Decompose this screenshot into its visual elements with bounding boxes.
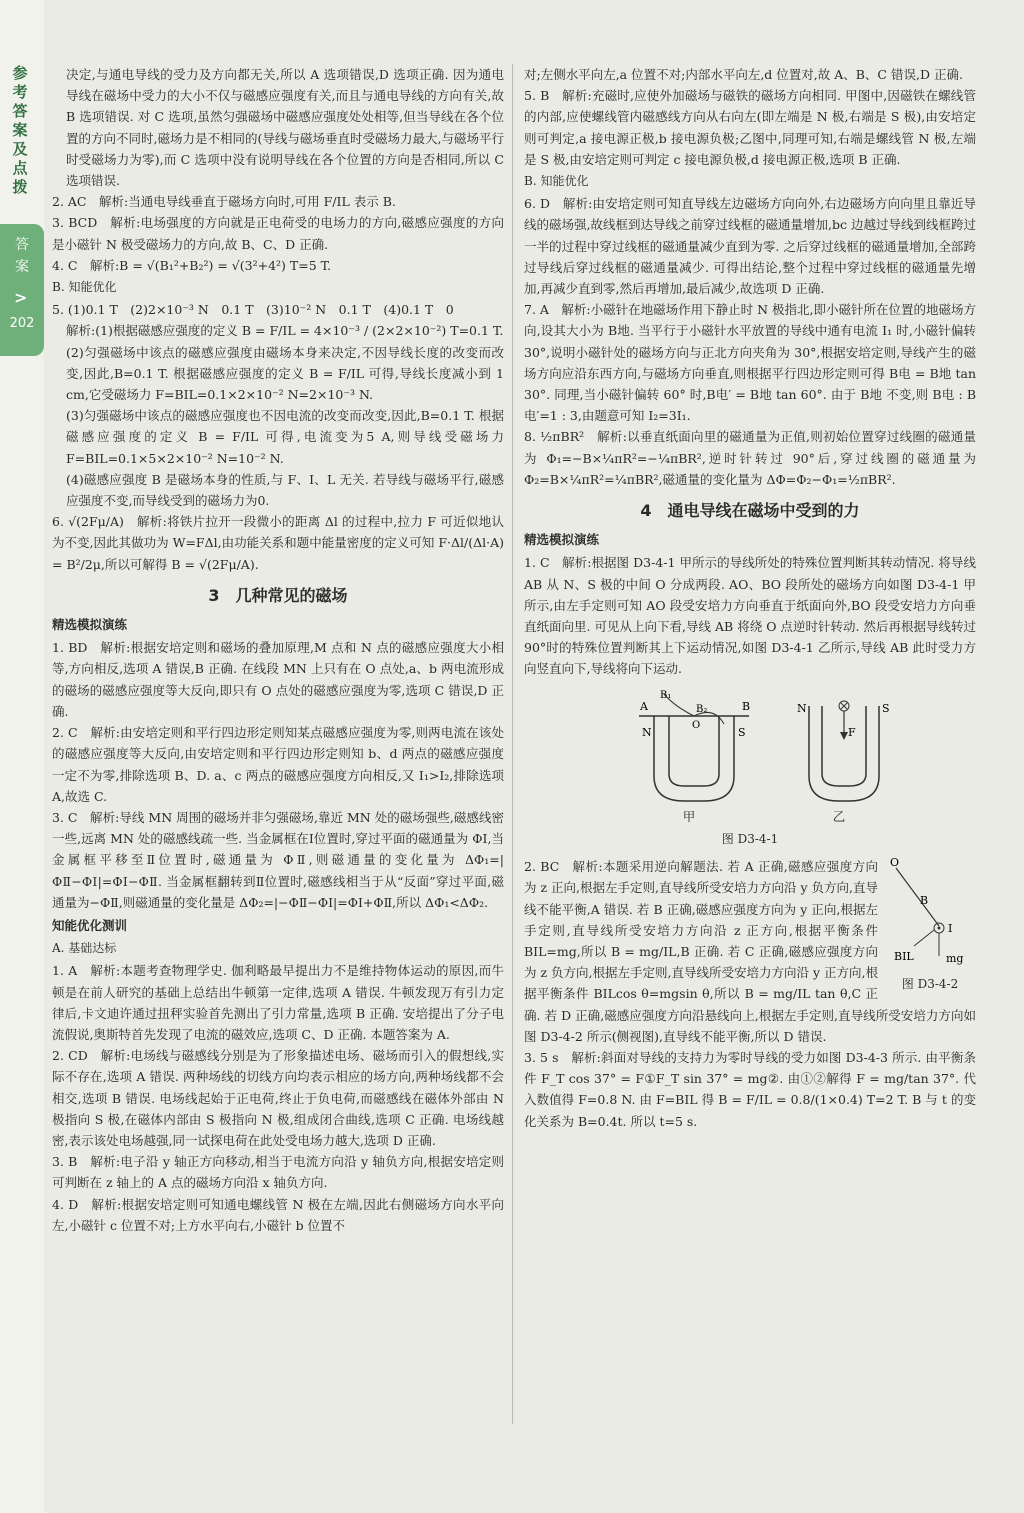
label-mg: mg [946, 952, 964, 966]
subsection-heading: 精选模拟演练 [52, 617, 128, 633]
answer-item: (2)匀强磁场中该点的磁感应强度由磁场本身来决定,不因导线长度的改变而改变,因此,B=0.1 T. 根据磁感应强度的定义 B = F/IL 可得,导线长度减小到 1 cm,它受磁场力 F=BIL=0.1×2×10⁻² N=2×10⁻³ N. [66, 344, 504, 403]
label-b2: B₂ [696, 703, 708, 715]
subsection-heading: 精选模拟演练 [524, 532, 600, 548]
answer-item: 6. √(2Fμ/A) 解析:将铁片拉开一段微小的距离 Δl 的过程中,拉力 F 可近似地认为不变,因此其做功为 W=FΔl,由功能关系和题中能量密度的定义可知 F·Δl/(Δl·A) = B²/2μ,所以可解得 B = √(2Fμ/A). [52, 514, 504, 572]
label-s: S [882, 701, 890, 715]
answer-item: 6. D 解析:由安培定则可知直导线左边磁场方向向外,右边磁场方向向里且靠近导线的磁场强,故线框到达导线之前穿过线框的磁通量增加,bc 边越过导线到线框跨过一半的过程中穿过线框的磁通量减少直到为零. 之后穿过线框的磁通量增加,全部跨过导线后穿过线框的磁通量减少. 可得出结论,整个过程中穿过线框的磁通量先增加,再减少直到零,然后再增加,最后减少,故选项 D 正确. [524, 196, 976, 297]
label-b: B [920, 894, 929, 908]
horseshoe-magnet-figure-yi [794, 686, 894, 806]
caption-jia: 甲 [682, 808, 696, 824]
label-o: O [692, 719, 701, 731]
label-bil: BIL [894, 950, 914, 964]
label-o: O [890, 856, 900, 870]
section-heading: 3 几种常见的磁场 [208, 585, 348, 605]
sidebar [0, 0, 44, 1513]
paragraph: 对;左侧水平向左,a 位置不对;内部水平向左,d 位置对,故 A、B、C 错误,D 正确. [524, 67, 963, 82]
answer-item: 3. BCD 解析:电场强度的方向就是正电荷受的电场力的方向,磁感应强度的方向是小磁针 N 极受磁场力的方向,故 B、C、D 正确. [52, 215, 504, 252]
section-heading: 4 通电导线在磁场中受到的力 [640, 501, 860, 521]
answer-tab[interactable] [0, 224, 44, 356]
answer-item: 5. (1)0.1 T (2)2×10⁻³ N 0.1 T (3)10⁻² N 0.1 T (4)0.1 T 0 [52, 302, 454, 318]
figure-caption: 图 D3-4-2 [901, 977, 959, 992]
left-column [52, 64, 504, 1236]
figure-caption: 图 D3-4-1 [721, 831, 779, 846]
label-b: B [742, 699, 751, 713]
answer-item: 1. A 解析:本题考查物理学史. 伽利略最早提出力不是维持物体运动的原因,而牛顿是在前人研究的基础上总结出牛顿第一定律,选项 A 错误. 牛顿发现万有引力定律后,卡文迪许通过扭秤实验首先测出了引力常量,选项 B 正确. 安培提出了分子电流假说,奥斯特首先发现了电流的磁效应,选项 C、D 正确. 本题答案为 A. [52, 963, 504, 1042]
answer-item: 3. 5 s 解析:斜面对导线的支持力为零时导线的受力如图 D3-4-3 所示. 由平衡条件 F_T cos 37° = F①F_T sin 37° = mg②. 由①②解得 F = mg/tan 37°. 代入数值得 F=0.8 N. 由 F=BIL 得 B = F/IL = 0.8/(1×0.4) T=2 T. B 与 t 的变化关系为 B=0.4t. 所以 t=5 s. [524, 1049, 976, 1129]
paragraph: 决定,与通电导线的受力及方向都无关,所以 A 选项错误,D 选项正确. 因为通电导线在磁场中受力的大小不仅与磁感应强度有关,而且与通电导线的方向有关,故 B 选项错误. 对 C 选项,虽然匀强磁场中磁感应强度处处相等,但当导线在各个位置的方向不同时,磁场力是不相同的(导线与磁场垂直时受磁场力最大,与磁场平行时受磁场力为零),而 C 选项中没有说明导线在各个位置的方向是否相同,所以 C 选项错误. [66, 67, 504, 189]
figure-d3-4-2 [884, 856, 976, 1001]
right-column [524, 64, 976, 1132]
answer-item: 7. A 解析:小磁针在地磁场作用下静止时 N 极指北,即小磁针所在位置的地磁场方向,设其大小为 B地. 当平行于小磁针水平放置的导线中通有电流 I₁ 时,小磁针偏转 30°,说明小磁针处的磁场方向与正北方向夹角为 30°,根据安培定则,导线产生的磁场方向应沿东西方向,与磁场方向垂直,则根据平行四边形定则可得 B电 = B地 tan 30°. 同理,当小磁针偏转 60° 时,B电′ = B地 tan 60°. 由于 B地 不变,则 B电 : B电′=1 : 3,由题意可知 I₂=3I₁. [524, 302, 976, 424]
answer-item: 2. CD 解析:电场线与磁感线分别是为了形象描述电场、磁场而引入的假想线,实际不存在,选项 A 错误. 两种场线的切线方向均表示相应的场方向,两种场线都不会相交,选项 B 错误. 电场线起始于正电荷,终止于负电荷,而磁感线在磁体外部由 N 极指向 S 极,在磁体内部由 S 极指向 N 极,组成闭合曲线,选项 C 正确. 电场线越密,表示该处电场越强,同一试探电荷在此处受电场力越大,选项 D 正确. [52, 1048, 504, 1148]
answer-item: 8. ½πBR² 解析:以垂直纸面向里的磁通量为正值,则初始位置穿过线圈的磁通量为 Φ₁=−B×¼πR²=−¼πBR²,逆时针转过 90°后,穿过线圈的磁通量为 Φ₂=B×¼πR²=¼πBR²,磁通量的变化量为 ΔΦ=Φ₂−Φ₁=½πBR². [524, 429, 976, 487]
chevron-right-icon: > [14, 288, 28, 307]
horseshoe-magnet-figure-jia [634, 686, 754, 806]
answer-item: 2. C 解析:由安培定则和平行四边形定则知某点磁感应强度为零,则两电流在该处的磁感应强度等大反向,由安培定则和平行四边形定则知 b、d 两点的磁感应强度一定不为零,排除选项 B、D. a、c 两点的磁感应强度方向相反,又 I₁>I₂,排除选项 A,故选 C. [52, 725, 504, 804]
sidebar-title: 参考答案及点拨 [12, 64, 28, 196]
answer-item: 1. C 解析:根据图 D3-4-1 甲所示的导线所处的特殊位置判断其转动情况. 将导线 AB 从 N、S 极的中间 O 分成两段. AO、BO 段所处的磁场方向如图 D3-4-1 甲所示,由左手定则可知 AO 段受安培力方向垂直于纸面向外,BO 段受安培力方向垂直纸面向里. 可见从上向下看,导线 AB 将绕 O 点逆时针转动. 然后再根据导线转过 90°时的特殊位置判断其上下运动情况,如图 D3-4-1 乙所示,导线 AB 此时受力方向竖直向下,导线将向下运动. [524, 555, 976, 677]
section-label: A. 基础达标 [52, 941, 117, 956]
section-label: B. 知能优化 [524, 174, 589, 189]
answer-item: 1. BD 解析:根据安培定则和磁场的叠加原理,M 点和 N 点的磁感应强度大小相等,方向相反,选项 A 错误,B 正确. 在线段 MN 上只有在 O 点处,a、b 两电流形成的磁场的磁感应强度等大反向,即只有 O 点处的磁感应强度为零,选项 C 错误,D 正确. [52, 640, 504, 719]
label-i: I [948, 922, 953, 936]
answer-item: 2. BC 解析:本题采用逆向解题法. 若 A 正确,磁感应强度方向为 z 正向,根据左手定则,直导线所受安培力方向沿 y 负方向,直导线不能平衡,A 错误. 若 B 正确,磁感应强度方向为 y 正向,根据左手定则,直导线所受安培力方向沿 z 正方向,根据平衡条件 BIL=mg,所以 B = mg/IL,B 正确. 若 C 正确,磁感应强度方向为 z 负方向,根据左手定则,直导线所受安培力方向沿 y 正方向,根据平衡条件 BILcos θ=mgsin θ,所以 B = mg/IL tan θ,C 正确. 若 D 正确,磁感应强度方向沿悬线向上,根据左手定则,直导线所受安培力方向如图 D3-4-2 所示(侧视图),直导线不能平衡,所以 D 错误. [524, 859, 976, 1044]
section-label: B. 知能优化 [52, 280, 117, 295]
label-n: N [797, 701, 807, 715]
answer-item: 4. D 解析:根据安培定则可知通电螺线管 N 极在左端,因此右侧磁场方向水平向左,小磁针 c 位置不对;上方水平向右,小磁针 b 位置不 [52, 1196, 504, 1233]
wire-force-diagram [884, 856, 976, 966]
figure-d3-4-1 [614, 686, 914, 806]
answer-item: 4. C 解析:B = √(B₁²+B₂²) = √(3²+4²) T=5 T. [52, 257, 332, 273]
page-number: 202 [9, 316, 35, 331]
column-divider [512, 64, 513, 1424]
subsection-heading: 知能优化测训 [52, 917, 128, 933]
answer-tab-label: 答案 [15, 237, 29, 275]
answer-item: 3. B 解析:电子沿 y 轴正方向移动,相当于电流方向沿 y 轴负方向,根据安培定则可判断在 z 轴上的 A 点的磁场方向沿 x 轴负方向. [52, 1154, 504, 1191]
label-a: A [640, 699, 648, 713]
label-f: F [848, 725, 856, 739]
label-b1: B₁ [660, 689, 672, 701]
answer-item: 2. AC 解析:当通电导线垂直于磁场方向时,可用 F/IL 表示 B. [52, 194, 396, 210]
label-s: S [738, 725, 746, 739]
answer-item: 3. C 解析:导线 MN 周围的磁场并非匀强磁场,靠近 MN 处的磁场强些,磁感线密一些,远离 MN 处的磁感线疏一些. 当金属框在Ⅰ位置时,穿过平面的磁通量为 ΦⅠ,当金属框平移至Ⅱ位置时,磁通量为 ΦⅡ,则磁通量的变化量为 ΔΦ₁=|ΦⅡ−ΦⅠ|=ΦⅠ−ΦⅡ. 当金属框翻转到Ⅱ位置时,磁感线相当于从“反面”穿过平面,磁通量为−ΦⅡ,则磁通量的变化量是 ΔΦ₂=|−ΦⅡ−ΦⅠ|=ΦⅠ+ΦⅡ,所以 ΔΦ₁<ΔΦ₂. [52, 809, 504, 910]
answer-item: 解析:(1)根据磁感应强度的定义 B = F/IL = 4×10⁻³ / (2×2×10⁻²) T=0.1 T. [66, 323, 504, 339]
answer-item: (3)匀强磁场中该点的磁感应强度也不因电流的改变而改变,因此,B=0.1 T. 根据磁感应强度的定义 B = F/IL 可得,电流变为5 A,则导线受磁场力 F=BIL=0.1×5×2×10⁻² N=10⁻² N. [66, 408, 504, 466]
label-n: N [642, 725, 652, 739]
answer-item: (4)磁感应强度 B 是磁场本身的性质,与 F、I、L 无关. 若导线与磁场平行,磁感应强度不变,而导线受到的磁场力为0. [66, 471, 504, 509]
answer-item: 5. B 解析:充磁时,应使外加磁场与磁铁的磁场方向相同. 甲图中,因磁铁在螺线管的内部,应使螺线管内磁感线方向从右向左(即左端是 N 极,右端是 S 极),由安培定则可判定,a 接电源正极,b 接电源负极;乙图中,同理可知,右端是螺线管 N 极,左端是 S 极,由安培定则可判定 c 接电源负极,d 接电源正极,选项 B 正确. [524, 88, 976, 167]
caption-yi: 乙 [832, 808, 846, 824]
